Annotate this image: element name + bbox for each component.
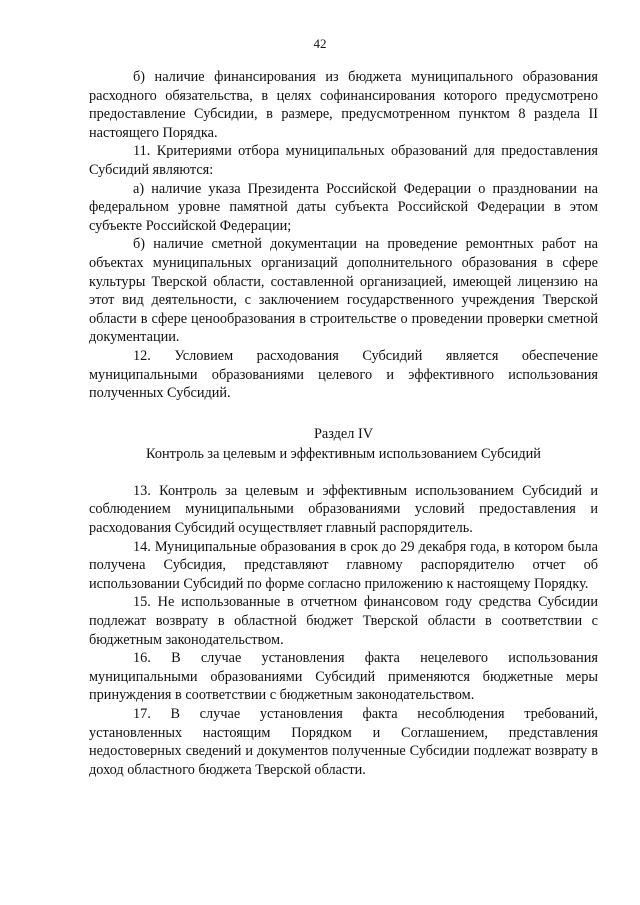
paragraph-14: 14. Муниципальные образования в срок до 29 декабря года, в котором была получена Субсидия, представляют главному распорядителю отчет об использовании Субсидий по форме согласно приложению к настоящему Порядку. [89, 538, 598, 592]
paragraph-11: 11. Критериями отбора муниципальных образований для предоставления Субсидий являются: [89, 143, 598, 178]
paragraph-17: 17. В случае установления факта несоблюдения требований, установленных настоящим Порядком и Соглашением, представления недостоверных сведений и документов полученные Субсидии подлежат возврату в доход областного бюджета Тверской области. [89, 706, 598, 778]
paragraph-11b: б) наличие сметной документации на проведение ремонтных работ на объектах муниципальных организаций дополнительного образования в сфере культуры Тверской области, составленной организацией, имеющей лицензию на этот вид деятельности, с заключением государственного учреждения Тверской области в сфере ценообразования в строительстве о проведении проверки сметной документации. [89, 236, 598, 346]
paragraph-12: 12. Условием расходования Субсидий является обеспечение муниципальными образованиями целевого и эффективного использования полученных Субсидий. [89, 347, 598, 402]
paragraph-11a: а) наличие указа Президента Российской Федерации о праздновании на федеральном уровне памятной даты субъекта Российской Федерации в этом субъекте Российской Федерации; [89, 180, 598, 234]
paragraph-13: 13. Контроль за целевым и эффективным использованием Субсидий и соблюдением муниципальными образованиями условий предоставления и расходования Субсидий осуществляет главный распорядитель. [89, 482, 598, 537]
paragraph-10b: б) наличие финансирования из бюджета муниципального образования расходного обязательства, в целях софинансирования которого предусмотрено предоставление Субсидии, в размере, предусмотренном пунктом 8 раздела II настоящего Порядка. [89, 69, 598, 141]
section-label: Раздел IV [313, 425, 374, 442]
page-number: 42 [313, 36, 327, 51]
paragraph-15: 15. Не использованные в отчетном финансовом году средства Субсидии подлежат возврату в областной бюджет Тверской области в соответствии с бюджетным законодательством. [89, 594, 598, 648]
paragraph-16: 16. В случае установления факта нецелевого использования муниципальными образованиями Субсидий применяются бюджетные меры принуждения в соответствии с бюджетным законодательством. [89, 650, 598, 704]
document-body [89, 68, 598, 779]
section-title: Контроль за целевым и эффективным использованием Субсидий [146, 446, 541, 463]
